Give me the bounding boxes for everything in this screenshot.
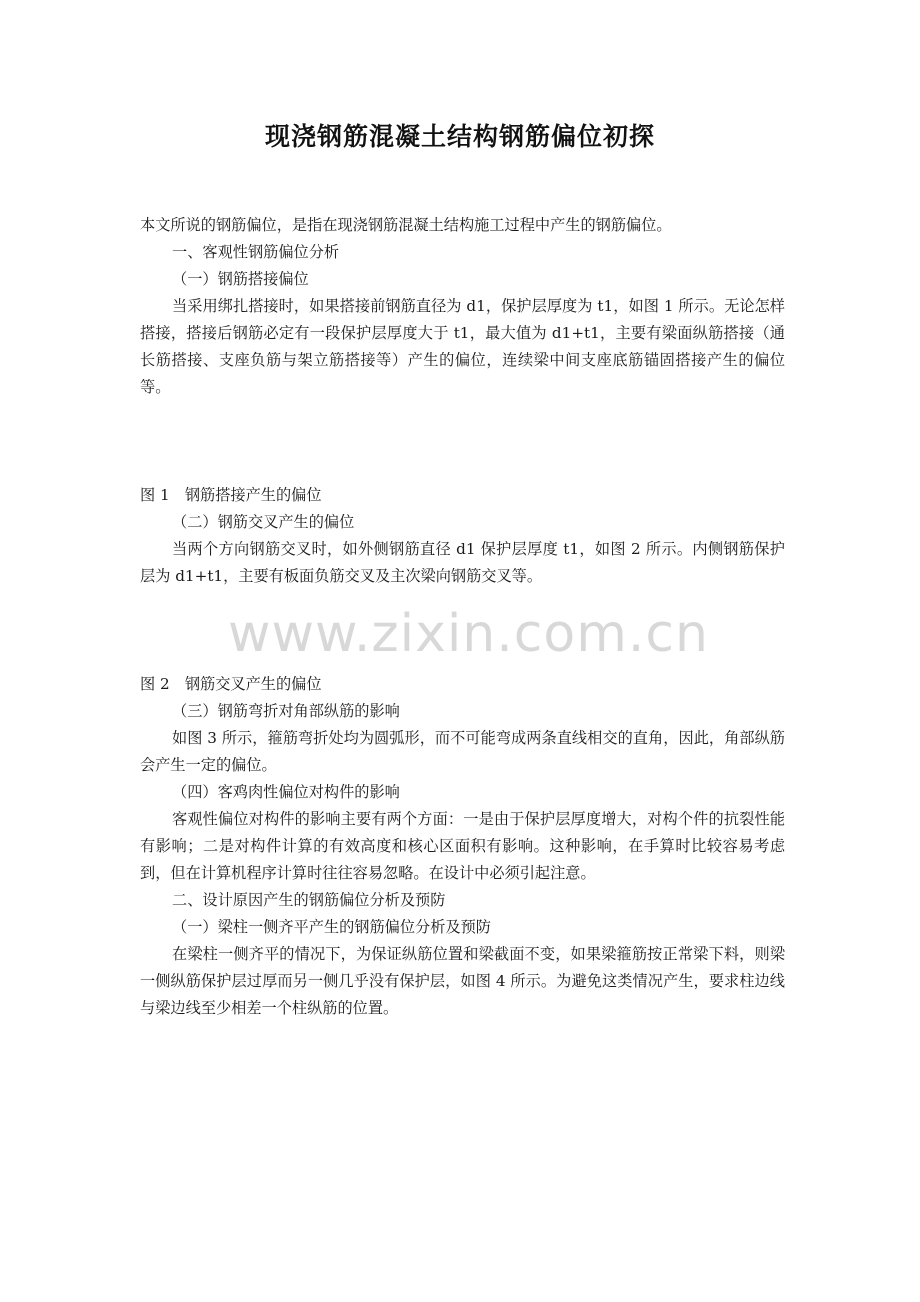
section-2-heading: 二、设计原因产生的钢筋偏位分析及预防 xyxy=(172,891,446,909)
section-2-subsection-1-paragraph: 在梁柱一侧齐平的情况下，为保证纵筋位置和梁截面不变，如果梁箍筋按正常梁下料，则梁一侧纵筋保护层过厚而另一侧几乎没有保护层，如图 4 所示。为避免这类情况产生，要求柱边线与梁边线至少相差一个柱纵筋的位置。 xyxy=(140,945,785,1017)
document-body xyxy=(140,212,785,1022)
watermark: www.zixin.com.cn xyxy=(228,604,709,664)
subsection-2-heading: （二）钢筋交叉产生的偏位 xyxy=(172,513,355,531)
subsection-2-paragraph: 当两个方向钢筋交叉时，如外侧钢筋直径 d1 保护层厚度 t1，如图 2 所示。内侧钢筋保护层为 d1+t1，主要有板面负筋交叉及主次梁向钢筋交叉等。 xyxy=(140,540,785,585)
subsection-3-paragraph: 如图 3 所示，箍筋弯折处均为圆弧形，而不可能弯成两条直线相交的直角，因此，角部纵筋会产生一定的偏位。 xyxy=(140,729,785,774)
section-1-heading: 一、客观性钢筋偏位分析 xyxy=(172,243,340,261)
document-title: 现浇钢筋混凝土结构钢筋偏位初探 xyxy=(264,122,655,151)
intro-paragraph: 本文所说的钢筋偏位，是指在现浇钢筋混凝土结构施工过程中产生的钢筋偏位。 xyxy=(140,216,672,234)
subsection-3-heading: （三）钢筋弯折对角部纵筋的影响 xyxy=(172,702,400,720)
subsection-4-heading: （四）客鸡肉性偏位对构件的影响 xyxy=(172,783,400,801)
subsection-1-paragraph: 当采用绑扎搭接时，如果搭接前钢筋直径为 d1，保护层厚度为 t1，如图 1 所示。无论怎样搭接，搭接后钢筋必定有一段保护层厚度大于 t1，最大值为 d1+t1，主要有梁面纵筋搭接（通长筋搭接、支座负筋与架立筋搭接等）产生的偏位，连续梁中间支座底筋锚固搭接产生的偏位等。 xyxy=(140,297,785,396)
figure-2-caption: 图 2 钢筋交叉产生的偏位 xyxy=(140,675,322,693)
subsection-1-heading: （一）钢筋搭接偏位 xyxy=(172,270,309,288)
subsection-4-paragraph: 客观性偏位对构件的影响主要有两个方面：一是由于保护层厚度增大，对构个件的抗裂性能有影响；二是对构件计算的有效高度和核心区面积有影响。这种影响，在手算时比较容易考虑到，但在计算机程序计算时往往容易忽略。在设计中必须引起注意。 xyxy=(140,810,785,882)
figure-2-placeholder xyxy=(140,590,785,671)
figure-1-caption: 图 1 钢筋搭接产生的偏位 xyxy=(140,486,322,504)
figure-1-placeholder xyxy=(140,401,785,482)
section-2-subsection-1-heading: （一）梁柱一侧齐平产生的钢筋偏位分析及预防 xyxy=(172,918,491,936)
